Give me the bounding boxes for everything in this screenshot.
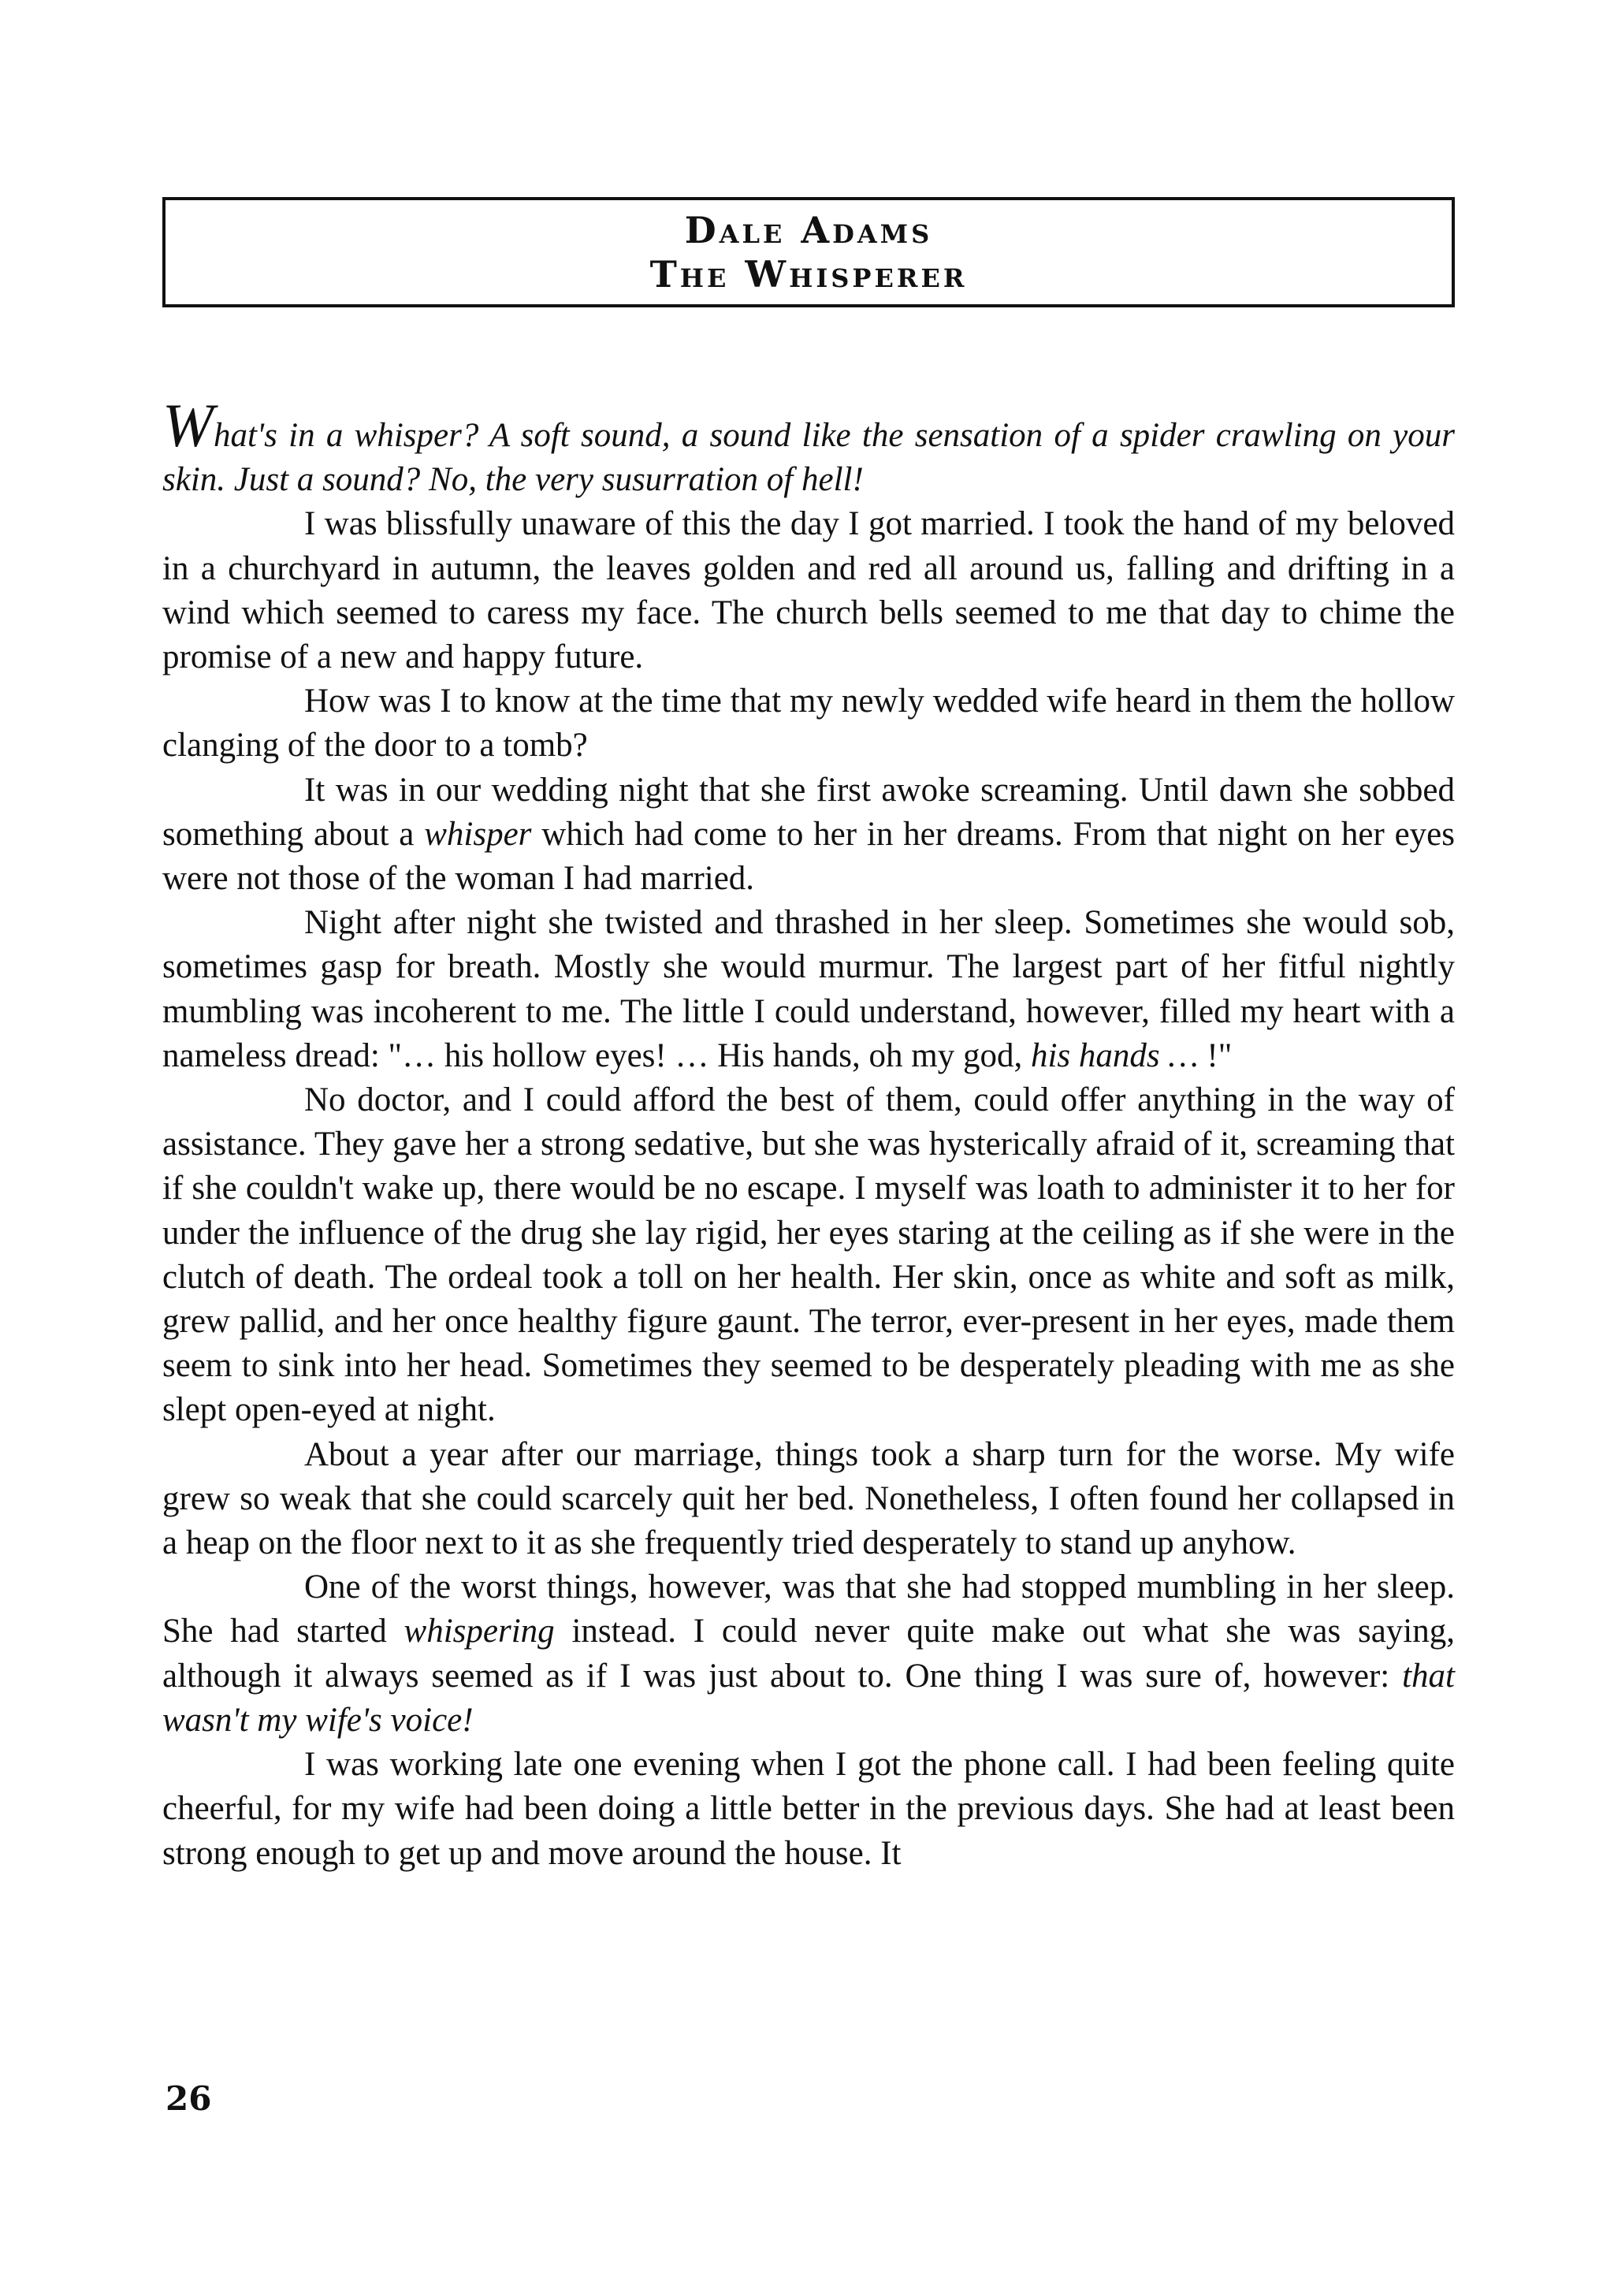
title-box: [162, 197, 1455, 307]
paragraph-text: No doctor, and I could afford the best of them, could offer anything in the way of assistance. They gave her a strong sedative, but she was hysterically afraid of it, screaming that if she couldn't wake up, there would be no escape. I myself was loath to administer it to her for under the influence of the drug she lay rigid, her eyes staring at the ceiling as if she were in the clutch of death. The ordeal took a toll on her health. Her skin, once as white and soft as milk, grew pallid, and her once healthy figure gaunt. The terror, ever-present in her eyes, made them seem to sink into her head. Sometimes they seemed to be desperately pleading with me as she slept open-eyed at night.: [162, 1081, 1455, 1429]
italic-text: his hands …: [1030, 1036, 1199, 1074]
paragraph-text: Night after night she twisted and thrashed in her sleep. Sometimes she would sob, sometimes gasp for breath. Mostly she would murmur. The largest part of her fitful nightly mumbling was incoherent to me. The little I could understand, however, filled my heart with a nameless dread: "… his hollow eyes! … His hands, oh my god,: [162, 904, 1455, 1074]
intro-text: hat's in a whisper? A soft sound, a sound like the sensation of a spider crawling on your skin. Just a sound? No, the very susurration of hell!: [162, 417, 1455, 499]
paragraph-text: !": [1198, 1036, 1233, 1074]
paragraphs-container: [162, 502, 1455, 1875]
italic-text: that wasn't my wife's voice!: [162, 1657, 1455, 1739]
paragraph-text: I was working late one evening when I got the phone call. I had been feeling quite cheerful, for my wife had been doing a little better in the previous days. She had at least been strong enough to get up and move around the house. It: [162, 1746, 1455, 1872]
story-title: The Whisperer: [649, 253, 968, 296]
paragraph-text: instead. I could never quite make out what she was saying, although it always seemed as if I was just about to. One thing I was sure of, however:: [162, 1613, 1455, 1695]
body-paragraph: [162, 1743, 1455, 1876]
intro-paragraph: [162, 391, 1455, 502]
body-paragraph: [162, 901, 1455, 1078]
italic-text: whispering: [404, 1613, 555, 1650]
body-paragraph: [162, 1565, 1455, 1743]
body-paragraph: [162, 1078, 1455, 1433]
paragraph-text: One of the worst things, however, was that she had stopped mumbling in her sleep. She had started: [162, 1568, 1455, 1650]
author-name: Dale Adams: [684, 209, 933, 251]
paragraph-text: How was I to know at the time that my newly wedded wife heard in them the hollow clanging of the door to a tomb?: [162, 683, 1455, 765]
body-paragraph: [162, 502, 1455, 679]
story-body: [162, 391, 1456, 1876]
paragraph-text: About a year after our marriage, things took a sharp turn for the worse. My wife grew so weak that she could scarcely quit her bed. Nonetheless, I often found her collapsed in a heap on the floor next to it as she frequently tried desperately to stand up anyhow.: [162, 1435, 1455, 1562]
body-paragraph: [162, 679, 1455, 768]
page-number: 26: [165, 2079, 212, 2118]
italic-text: whisper: [424, 815, 532, 853]
body-paragraph: [162, 768, 1455, 902]
drop-cap: W: [162, 391, 214, 460]
body-paragraph: [162, 1433, 1455, 1566]
paragraph-text: I was blissfully unaware of this the day I got married. I took the hand of my beloved in a churchyard in autumn, the leaves golden and red all around us, falling and drifting in a wind which seemed to caress my face. The church bells seemed to me that day to chime the promise of a new and happy future.: [162, 505, 1455, 676]
paragraph-text: which had come to her in her dreams. From that night on her eyes were not those of the woman I had married.: [162, 815, 1456, 898]
paragraph-text: It was in our wedding night that she first awoke screaming. Until dawn she sobbed something about a: [162, 771, 1455, 853]
